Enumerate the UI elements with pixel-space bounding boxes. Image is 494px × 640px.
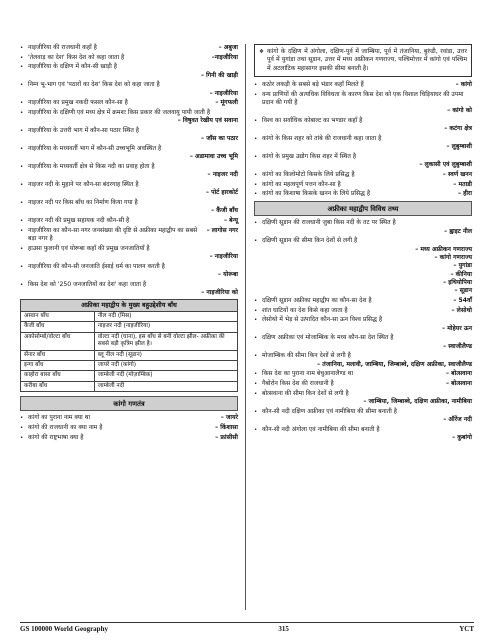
bullet-icon: • [254,220,258,227]
qa-item [254,91,472,116]
dam-table-row [21,371,238,381]
bullet-icon: • [254,307,258,314]
bullet-icon: • [20,64,24,71]
dams-table-title: अफ्रीका महाद्वीप के मुख्य बहुउद्देशीय बाँध [21,299,238,311]
answer-text: – लेसोथो [451,306,472,314]
qa-item [254,316,472,333]
answer-text: – कांगो को [447,107,472,115]
bullet-icon: • [20,100,24,107]
bullet-icon: • [254,91,258,98]
bullet-icon: • [254,238,258,245]
qa-item [20,227,238,244]
question-text: लेसोथो में भेड़ से उत्पादित कौन-सा ऊन विश्व प्रसिद्ध है [262,316,383,324]
bullet-icon: • [254,171,258,178]
answer-text: – नाइजीरिया [209,89,238,97]
question-text: दक्षिणी सूडान की राजधानी जुबा किस नदी के तट पर स्थित है [262,219,396,227]
africa-facts-title: अफ्रीका महाद्वीप विविध तथ्य [254,201,472,216]
bullet-icon: • [254,353,258,360]
question-text: नाइजीरिया का प्रमुख नकदी फसल कौन-सा है [28,99,128,107]
qa-item [254,408,472,425]
dam-table-row [21,311,238,321]
dam-name: अस्वान बाँध [21,311,95,321]
dam-name: अकोसोम्बो/वोल्टा बाँध [21,332,95,350]
qa-item [254,181,472,189]
dam-table-row [21,332,238,350]
question-text: कांगो का महत्वपूर्ण पत्तन कौन-सा है [262,180,341,188]
question-text: नाइजीरिया के दक्षिण में कौन-सी खाड़ी है [28,63,117,71]
answer-text: – गिनी की खाड़ी [200,71,238,79]
answer-text: – बोत्सवाना [445,370,472,378]
bullet-icon: • [20,245,24,252]
answer-text: – नाइजीरिया [209,252,238,260]
question-text: कांगो की राजधानी का क्या नाम है [28,423,103,431]
answer-text: – पोर्ट हारकोर्ट [205,189,238,197]
qa-item [20,54,238,62]
dam-river: वोल्टा नदी (घाना), इस बाँध से बनी वोल्टा झील- अफ्रीका की सबसे बड़ी कृत्रिम झील है। [94,332,237,350]
dam-river: जायरे नदी (कांगो) [94,361,237,371]
question-text: दक्षिण अफ्रीका एवं मोजाम्बिक के मध्य कौन-सा देश स्थित है [262,334,394,342]
qa-item [20,414,238,422]
question-text: नाइजीरिया के मध्यवर्ती भाग में कौन-सी उच्चभूमि अवस्थित है [28,145,162,152]
answer-text: – ऑरेंज नदी [443,415,472,423]
answer-text: – किंशासा [215,423,238,431]
question-text: दक्षिणी सूडान की सीमा किन देशों से लगी है [262,237,358,245]
qa-item [254,190,472,198]
bullet-icon: • [20,54,24,61]
question-text: कांगो के प्रमुख उद्योग किस शहर में स्थित है [262,152,357,160]
page-footer [20,622,474,633]
question-text: कठोर लकड़ी के सबसे बड़े भंडार कहाँ मिलते हैं [262,80,364,88]
dam-river: जाम्बेजी नदी [94,381,237,391]
question-text: वन्य प्राणियों की अत्यधिक विविधता के कारण किस देश को एक विशाल चिड़ियाघर की उपमा प्रदान की गयी है [262,90,464,106]
question-text: कांगो के किस शहर को तांबे की राजधानी कहा जाता है [262,134,382,142]
bullet-icon: • [20,163,24,170]
qa-item [254,370,472,378]
question-text: विश्व का सर्वाधिक कोबाल्ट का भण्डार कहाँ है [262,116,363,124]
answer-text: – 54वाँ [453,296,472,304]
bullet-icon: • [254,81,258,88]
answer-text: – कैंजी बाँध [211,207,238,215]
congo-qa-list [20,414,238,442]
bullet-icon: • [254,380,258,387]
answer-text: – जॉस का पठार [201,135,238,143]
question-text: नाइजीरिया का कौन-सा नगर जनसंख्या की दृष्टि से अफ्रीका महाद्वीप का सबसे बड़ा नगर है [28,226,198,242]
question-text: नाइजीरिया के दक्षिणी एवं मध्य क्षेत्र में क्रमशः किस प्रकार की जलवायु पायी जाती है [28,109,211,117]
qa-item [254,390,472,407]
bullet-icon: • [254,153,258,160]
diamond-bullet-icon: ❖ [259,49,264,55]
answer-text: – जायरे [220,414,238,422]
question-text: गैबोरोन किस देश की राजधानी है [262,379,334,387]
dam-table-row [21,361,238,371]
dam-name: काहोरा बासा बाँध [21,371,95,381]
question-text: निम्न भू-भाग एवं 'पठारों का देश' किस देश को कहा जाता है [28,81,160,89]
question-text: शांत घाटियों का देश किसे कहा जाता है [262,306,348,314]
question-text: कांगो की राष्ट्रभाषा क्या है [28,433,84,441]
question-text: दक्षिणी सूडान अफ्रीका महाद्वीप का कौन-सा देश है [262,296,372,304]
bullet-icon: • [20,227,24,234]
question-text: 'तेलवाड़ का देश' किस देश को कहा जाता है [28,53,125,61]
answer-text: – मोहेयर ऊन [442,324,472,332]
question-text: कौन-सी नदी अंगोला एवं नामीबिया की सीमा बनाती है [262,425,380,433]
answer-text: –नाइजीरिया [211,53,238,61]
question-text: बोत्सवाना की सीमा किन देशों से लगी है [262,389,349,397]
answer-text: – बोत्सवाना [445,379,472,387]
qa-item [20,199,238,216]
qa-item [20,109,238,126]
left-column [20,44,238,443]
bullet-icon: • [20,263,24,270]
question-text: मोजाम्बिक की सीमा किन देशों से लगी है [262,352,351,360]
dam-name: सेंनार बाँध [21,350,95,360]
qa-item [20,163,238,180]
qa-item [20,181,238,198]
congo-section-title: कांगो गणतंत्र [20,396,238,411]
bullet-icon: • [254,317,258,324]
footer-book-title: GS 100000 World Geography [20,625,108,633]
dam-river: जाम्बेजी नदी (मोज़ाम्बिक) [94,371,237,381]
qa-item [20,245,238,262]
bullet-icon: • [254,117,258,124]
question-text: नाइजीरिया की राजधानी कहाँ है [28,44,97,51]
answer-text: – हीरा [457,190,472,198]
qa-item [20,127,238,144]
qa-item [20,217,238,225]
dam-river: नील नदी (मिस्र) [94,311,237,321]
question-text: किस देश का पुराना नाम बेचुआनालैण्ड था [262,370,354,378]
question-text: नाइजर नदी की प्रमुख सहायक नदी कौन-सी है [28,216,130,224]
question-text: नाइजीरिया के उत्तरी भाग में कौन-सा पठार स्थित है [28,127,140,135]
qa-item [254,297,472,305]
congo-borders-box [254,44,472,77]
answer-text: – योरूबा [217,270,238,278]
nigeria-qa-list [20,44,238,297]
question-text: हाउसा फुलानी एवं योरूबा कहाँ की प्रमुख जनजातियाँ है [28,244,150,252]
answer-text: – कटंगा क्षेत्र [444,125,472,133]
bullet-icon: • [254,408,258,415]
dam-name: इन्गा बाँध [21,361,95,371]
answer-text: – नाइजर नदी [207,171,238,179]
bullet-icon: • [20,82,24,89]
question-text: नाइजीरिया के मध्यवर्ती क्षेत्र से किस नदी का प्रवाह होता है [28,162,155,170]
answer-text: – मूंगफली [215,99,238,107]
bullet-icon: • [254,371,258,378]
bullet-icon: • [254,297,258,304]
answer-text: – कुबांगो [452,433,472,441]
question-text: कांगो का पुराना नाम क्या था [28,414,91,422]
bullet-icon: • [20,45,24,51]
bullet-icon: • [254,191,258,198]
dam-river: ब्लू नील नदी (सूडान) [94,350,237,360]
answer-text: – ह्वाइट नील [444,227,472,235]
qa-item [20,263,238,280]
qa-item [254,426,472,443]
bullet-icon: • [20,128,24,135]
answer-text: – लागोस नगर [206,226,238,234]
bullet-icon: • [20,110,24,117]
answer-text: – फ्रांसीसी [215,433,238,441]
question-text: नाइजर नदी के मुहाने पर कौन-सा बंदरगाह स्थित है [28,180,139,188]
qa-item [20,44,238,52]
answer-text: – बेन्यू [224,216,238,224]
qa-item [254,117,472,134]
question-text: कांगो का किलोमोटो किसके लिये प्रसिद्ध है [262,170,355,178]
africa-facts-list [254,219,472,442]
answer-text: – कांगो [455,80,472,88]
bullet-icon: • [20,146,24,152]
right-column [254,44,472,444]
qa-item [20,81,238,98]
question-text: कौन-सी नदी दक्षिण अफ्रीका एवं नामीबिया की सीमा बनाती है [262,407,397,415]
bullet-icon: • [20,434,24,441]
answer-text: – जाम्बिया, जिम्बाब्वे, दक्षिण अफ्रीका, नामीबिया [363,397,472,405]
qa-item [254,219,472,236]
dams-table [20,299,238,393]
answer-text: – अडामावा उच्च भूमि [189,153,238,161]
qa-item [254,307,472,315]
qa-item [254,237,472,295]
bullet-icon: • [20,181,24,188]
dam-table-row [21,381,238,391]
congo-borders-text: कांगो के दक्षिण में अंगोला, दक्षिण-पूर्व में जाम्बिया, पूर्व में तंजानिया, बुरुंडी, रवांडा, उत्तर पूर्व में युगांडा तथा सूडान, उत्तर में मध्य अफ्रीकन गणराज्य, पश्चिमोत्तर में कांगो एवं पश्चिम में अटलांटिक महासागर इसकी सीमा बनाती है। [267,48,467,72]
bullet-icon: • [254,181,258,188]
answer-text: – मध्य अफ्रीकन गणराज्य – कांगो गणराज्य – युगांडा – कीनिया – इथियोपिया – सूडान [415,245,472,295]
bullet-icon: • [20,199,24,206]
column-divider [245,44,246,610]
page-number: 315 [278,625,289,633]
bullet-icon: • [20,281,24,288]
dam-table-row [21,350,238,360]
bullet-icon: • [254,390,258,397]
question-text: कांगो का किशाषा किसके खनन के लिये प्रसिद्ध है [262,190,371,198]
qa-item [20,424,238,432]
bullet-icon: • [254,426,258,433]
answer-text: – विषुवत रेखीय एवं सवाना [177,117,238,125]
qa-item [254,81,472,89]
dam-river: नाइजर नदी (नाइजीरिया) [94,322,237,332]
qa-item [20,99,238,107]
answer-text: – अबुजा [218,44,238,51]
answer-text: – नाइजीरिया को [201,288,238,296]
answer-text: – लुबुम्बाशी [446,143,472,151]
qa-item [254,171,472,179]
qa-item [20,63,238,80]
dam-name: करीबा बाँध [21,381,95,391]
answer-text: – तंजानिया, मलावी, जाम्बिया, जिम्बाब्वे, दक्षिण अफ्रीका, स्वाजीलैण्ड [317,360,472,368]
question-text: नाइजीरिया की कौन-सी जनजाति ईसाई धर्म का पालन करती है [28,262,165,270]
answer-text: – लुकासी एवं लुबुम्बाशी [419,161,472,169]
bullet-icon: • [20,415,24,422]
qa-item [254,334,472,351]
qa-item [20,281,238,298]
answer-text: – स्वाजीलैण्ड [443,342,472,350]
dam-name: कैंजी बाँध [21,322,95,332]
question-text: किस देश को '250 जनजातियों का देश' कहा जाता है [28,280,147,288]
qa-item [20,145,238,162]
bullet-icon: • [254,135,258,142]
qa-item [254,380,472,388]
congo-facts-list [254,81,472,199]
dam-table-row [21,322,238,332]
answer-text: – स्वर्ण खनन [442,170,472,178]
answer-text: – मताडी [453,180,472,188]
footer-publisher: YCT [459,625,474,633]
question-text: नाइजर नदी पर किस बाँध का निर्माण किया गया है [28,198,138,206]
bullet-icon: • [20,424,24,431]
qa-item [254,352,472,369]
qa-item [254,135,472,152]
bullet-icon: • [20,217,24,224]
qa-item [20,434,238,442]
bullet-icon: • [254,335,258,342]
qa-item [254,153,472,170]
